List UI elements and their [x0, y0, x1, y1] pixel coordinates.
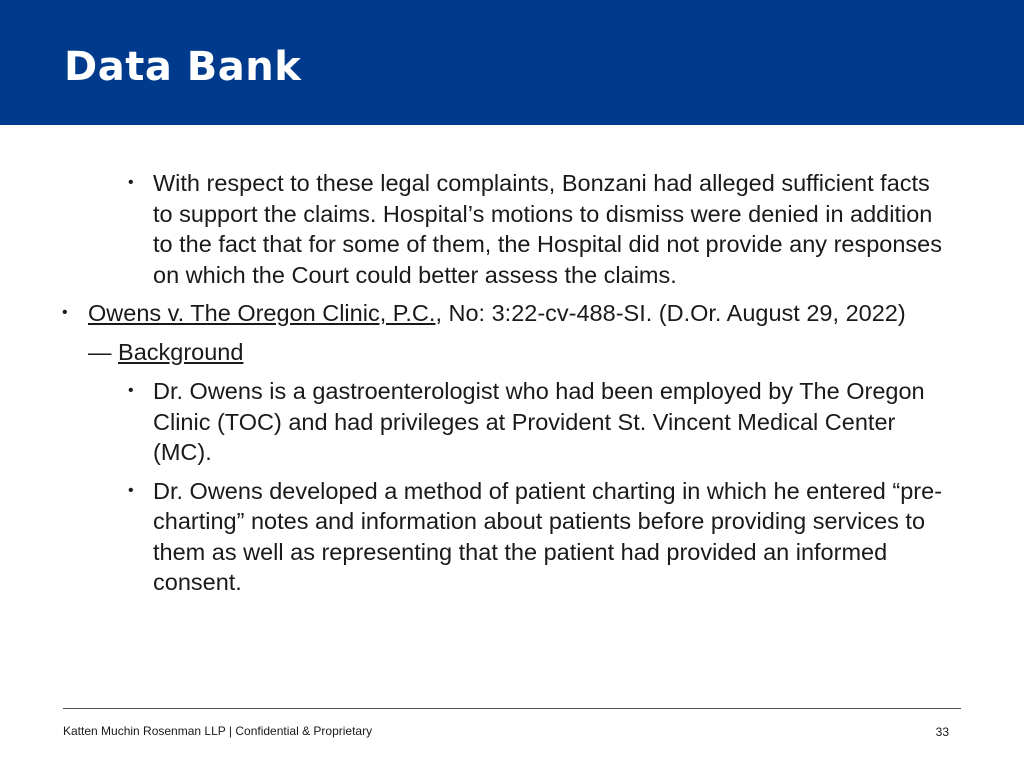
dash-item-background [0, 337, 1024, 368]
bullet-icon: • [128, 382, 134, 399]
dash-icon: — [88, 338, 112, 365]
footer-label: Confidential & Proprietary [235, 724, 373, 738]
page-number: 33 [935, 725, 949, 739]
bullet-item-case [0, 298, 1024, 329]
slide-title: Data Bank [64, 44, 302, 90]
bullet-text: Dr. Owens developed a method of patient charting in which he entered “pre-charting” notes and information about patients before providing services to them as well as representing that the patient had provided an informed consent. [153, 477, 943, 595]
header-band [0, 0, 1024, 125]
footer-text [63, 724, 372, 738]
bullet-text: With respect to these legal complaints, Bonzani had alleged sufficient facts to support the claims. Hospital’s motions to dismiss were denied in addition to the fact that for some of them, the Hospital did not provide any responses on which the Court could better assess the claims. [153, 170, 942, 288]
bullet-icon: • [62, 304, 68, 321]
footer-separator: | [228, 724, 233, 738]
case-name: Owens v. The Oregon Clinic, P.C. [88, 300, 436, 326]
background-heading: Background [118, 338, 244, 365]
bullet-item-complaints [0, 168, 1024, 290]
bullet-text: Dr. Owens is a gastroenterologist who had been employed by The Oregon Clinic (TOC) and had privileges at Provident St. Vincent Medical Center (MC). [153, 378, 925, 465]
footer-divider [63, 708, 961, 709]
bullet-icon: • [128, 174, 134, 191]
bullet-item-owens-employment [0, 376, 1024, 468]
bullet-item-owens-charting [0, 476, 1024, 598]
slide-content [0, 168, 1024, 606]
footer-firm: Katten Muchin Rosenman LLP [63, 724, 226, 738]
case-citation: , No: 3:22-cv-488-SI. (D.Or. August 29, 2022) [435, 300, 906, 326]
bullet-icon: • [128, 481, 134, 499]
